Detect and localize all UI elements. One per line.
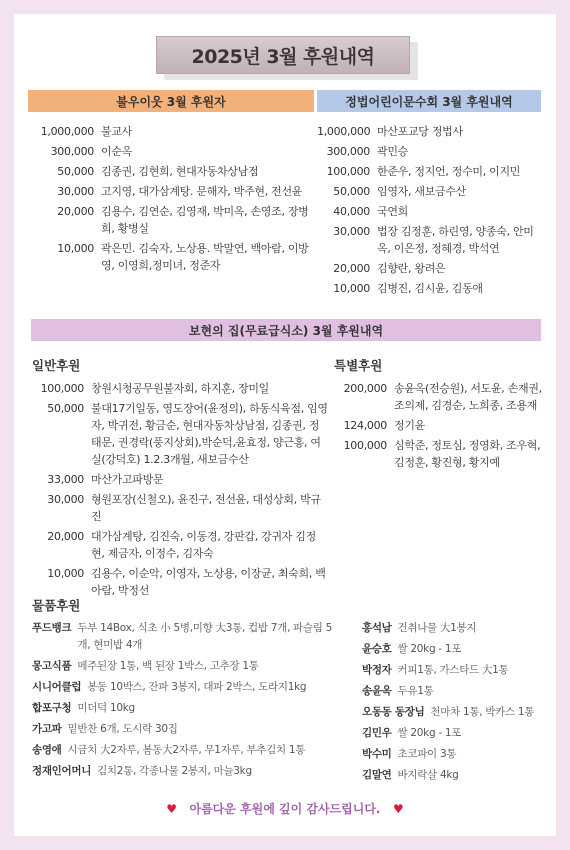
donation-amount: 100,000 xyxy=(326,165,370,178)
goods-row xyxy=(362,746,548,763)
donor-row xyxy=(317,260,547,277)
goods-items: 쌀 20kg - 1포 xyxy=(397,727,462,739)
goods-items: 밑반찬 6개, 도시락 30집 xyxy=(67,723,178,735)
donor-names: 김종권, 김현희, 현대자동차상남점 xyxy=(101,165,259,178)
donor-names: 고지영, 대가삼계탕. 문해자, 박주현, 전선윤 xyxy=(101,185,303,198)
goods-donor: 송영애 xyxy=(32,744,62,756)
donor-row xyxy=(334,380,548,414)
goods-items: 미더덕 10kg xyxy=(77,702,135,714)
donor-names: 국연희 xyxy=(377,205,408,218)
donation-amount: 10,000 xyxy=(333,282,370,295)
goods-row xyxy=(32,700,342,717)
donation-amount: 33,000 xyxy=(47,473,84,486)
goods-donor: 정재인어머니 xyxy=(32,765,92,777)
donation-amount: 40,000 xyxy=(333,205,370,218)
goods-items: 건취나물 大1봉지 xyxy=(397,622,477,634)
donor-names: 이순옥 xyxy=(101,145,132,158)
donation-amount: 200,000 xyxy=(343,382,387,395)
goods-left-list xyxy=(32,620,342,784)
donation-amount: 10,000 xyxy=(57,242,94,255)
title-banner xyxy=(156,36,410,74)
section2-header: 정법어린이문수회 3월 후원내역 xyxy=(317,90,541,112)
goods-row xyxy=(362,704,548,721)
goods-donor: 김말연 xyxy=(362,769,392,781)
section1-list xyxy=(28,123,314,277)
donation-amount: 10,000 xyxy=(47,567,84,580)
donor-names: 임영자, 새보금수산 xyxy=(377,185,467,198)
goods-row xyxy=(32,763,342,780)
donor-row xyxy=(334,417,548,434)
donor-row xyxy=(28,143,314,160)
goods-row xyxy=(362,620,548,637)
thanks-footer xyxy=(14,800,556,817)
donation-amount: 100,000 xyxy=(343,439,387,452)
goods-items: 쌀 20kg - 1포 xyxy=(397,643,462,655)
donor-names: 김병진, 김시윤, 김동애 xyxy=(377,282,483,295)
goods-items: 봉동 10박스, 잔파 3봉지, 대파 2박스, 도라지1kg xyxy=(87,681,307,693)
donor-names: 한준우, 정지언, 정수미, 이지민 xyxy=(377,165,521,178)
donor-row xyxy=(28,240,314,274)
goods-items: 시금치 大2자루, 봄동大2자루, 무1자루, 부추김치 1통 xyxy=(67,744,306,756)
goods-donor: 시니어클럽 xyxy=(32,681,82,693)
donor-row xyxy=(28,400,328,468)
donor-names: 김향란, 왕려은 xyxy=(377,262,446,275)
goods-row xyxy=(362,683,548,700)
goods-donor: 홍석남 xyxy=(362,622,392,634)
donor-row xyxy=(317,280,547,297)
donation-amount: 50,000 xyxy=(47,402,84,415)
donation-amount: 50,000 xyxy=(57,165,94,178)
donor-row xyxy=(317,223,547,257)
donor-row xyxy=(28,565,328,599)
donation-amount: 20,000 xyxy=(333,262,370,275)
donor-row xyxy=(28,491,328,525)
goods-items: 김치2통, 각종나물 2봉지, 마늘3kg xyxy=(97,765,252,777)
section3-header: 보현의 집(무료급식소) 3월 후원내역 xyxy=(31,319,541,341)
donation-amount: 20,000 xyxy=(57,205,94,218)
goods-row xyxy=(32,679,342,696)
donor-names: 창원시청공무원불자회, 하지훈, 장미일 xyxy=(91,382,270,395)
section2-list xyxy=(317,123,547,300)
donation-amount: 100,000 xyxy=(40,382,84,395)
goods-right-list xyxy=(362,620,548,788)
goods-items: 메주된장 1통, 백 된장 1박스, 고추장 1통 xyxy=(77,660,259,672)
goods-donor: 김민우 xyxy=(362,727,392,739)
goods-items: 두부 14Box, 식초 小 5병,미향 大3통, 컵밥 7개, 파슬림 5개, 현미밥 4개 xyxy=(77,622,332,651)
donation-amount: 1,000,000 xyxy=(40,125,94,138)
goods-donor: 오동동 동장님 xyxy=(362,706,425,718)
donation-amount: 1,000,000 xyxy=(317,125,371,138)
donor-names: 심학준, 정토심, 정영화, 조우혁, 김정훈, 황진형, 황지예 xyxy=(394,439,541,469)
goods-donor: 윤승호 xyxy=(362,643,392,655)
page-title: 2025년 3월 후원내역 xyxy=(156,36,410,74)
general-donation-list xyxy=(28,380,328,602)
donor-row xyxy=(28,471,328,488)
goods-row xyxy=(32,658,342,675)
goods-donor: 몽고식품 xyxy=(32,660,72,672)
goods-row xyxy=(362,725,548,742)
section1-header: 불우이웃 3월 후원자 xyxy=(28,90,314,112)
goods-row xyxy=(32,742,342,759)
donation-amount: 124,000 xyxy=(343,419,387,432)
donor-names: 대가삼계탕, 김진숙, 이동경, 강판갑, 강귀자 김정현, 제금자, 이정수, 김자숙 xyxy=(91,530,316,560)
donation-amount: 30,000 xyxy=(333,225,370,238)
donor-names: 정기윤 xyxy=(394,419,425,432)
donor-names: 불대17기일동, 영도장어(윤정의), 하동식육점, 임영자, 박귀전, 황금순, 현대자동차상남점, 김종권, 정태문, 권경락(풍지상회),박순덕,윤효정, 양근홍, 여실(강덕호) 1.2.3개월, 새보금수산 xyxy=(91,402,328,466)
donor-names: 법장 김정훈, 하린영, 양종숙, 안미옥, 이은정, 정혜경, 박석연 xyxy=(377,225,534,255)
goods-items: 초코파이 3통 xyxy=(397,748,457,760)
donor-names: 곽은민. 김숙자, 노상용. 박말연, 백아람, 이방영, 이영희,정미녀, 정준자 xyxy=(101,242,309,272)
goods-row xyxy=(362,767,548,784)
donor-names: 곽민승 xyxy=(377,145,408,158)
donation-amount: 300,000 xyxy=(326,145,370,158)
donor-names: 마산가고파방문 xyxy=(91,473,164,486)
goods-row xyxy=(32,721,342,738)
donor-row xyxy=(28,528,328,562)
donor-row xyxy=(28,183,314,200)
donor-row xyxy=(28,123,314,140)
donor-row xyxy=(317,163,547,180)
goods-donor: 푸드뱅크 xyxy=(32,622,72,634)
goods-donor: 박수미 xyxy=(362,748,392,760)
donor-names: 불교사 xyxy=(101,125,132,138)
donation-amount: 50,000 xyxy=(333,185,370,198)
goods-items: 두유1통 xyxy=(397,685,434,697)
goods-row xyxy=(362,641,548,658)
donor-names: 김용수, 김연순, 김영재, 박미옥, 손영조, 장병희, 황병실 xyxy=(101,205,309,235)
donor-row xyxy=(334,437,548,471)
thanks-text: 아름다운 후원에 깊이 감사드립니다. xyxy=(189,802,381,816)
goods-donor: 박정자 xyxy=(362,664,392,676)
donation-amount: 30,000 xyxy=(57,185,94,198)
donor-row xyxy=(317,203,547,220)
goods-donor: 합포구청 xyxy=(32,702,72,714)
donation-amount: 300,000 xyxy=(50,145,94,158)
donor-row xyxy=(317,143,547,160)
donor-row xyxy=(28,203,314,237)
goods-donor: 가고파 xyxy=(32,723,62,735)
goods-items: 바지락살 4kg xyxy=(397,769,459,781)
donor-names: 마산포교당 정법사 xyxy=(377,125,463,138)
heart-icon: ♥ xyxy=(166,802,177,816)
goods-donation-label: 물품후원 xyxy=(32,598,81,613)
donor-row xyxy=(317,123,547,140)
donation-amount: 20,000 xyxy=(47,530,84,543)
goods-row xyxy=(362,662,548,679)
donor-row xyxy=(317,183,547,200)
special-donation-list xyxy=(334,380,548,474)
donor-row xyxy=(28,163,314,180)
goods-items: 커피1통, 가스타드 大1통 xyxy=(397,664,509,676)
donor-names: 송윤옥(전승원), 서도윤, 손재권, 조의제, 김경순, 노희종, 조용재 xyxy=(394,382,542,412)
donation-card xyxy=(14,14,556,836)
donor-names: 형원포장(신철오), 윤진구, 전선윤, 대성상회, 박규진 xyxy=(91,493,321,523)
goods-row xyxy=(32,620,342,654)
goods-donor: 송윤옥 xyxy=(362,685,392,697)
heart-icon: ♥ xyxy=(393,802,404,816)
donor-row xyxy=(28,380,328,397)
special-donation-label: 특별후원 xyxy=(334,358,383,373)
donor-names: 김용수, 이순악, 이영자, 노상용, 이장균, 최숙희, 백아람, 박정선 xyxy=(91,567,326,597)
goods-items: 천마차 1통, 박카스 1통 xyxy=(430,706,535,718)
general-donation-label: 일반후원 xyxy=(32,358,81,373)
donation-amount: 30,000 xyxy=(47,493,84,506)
